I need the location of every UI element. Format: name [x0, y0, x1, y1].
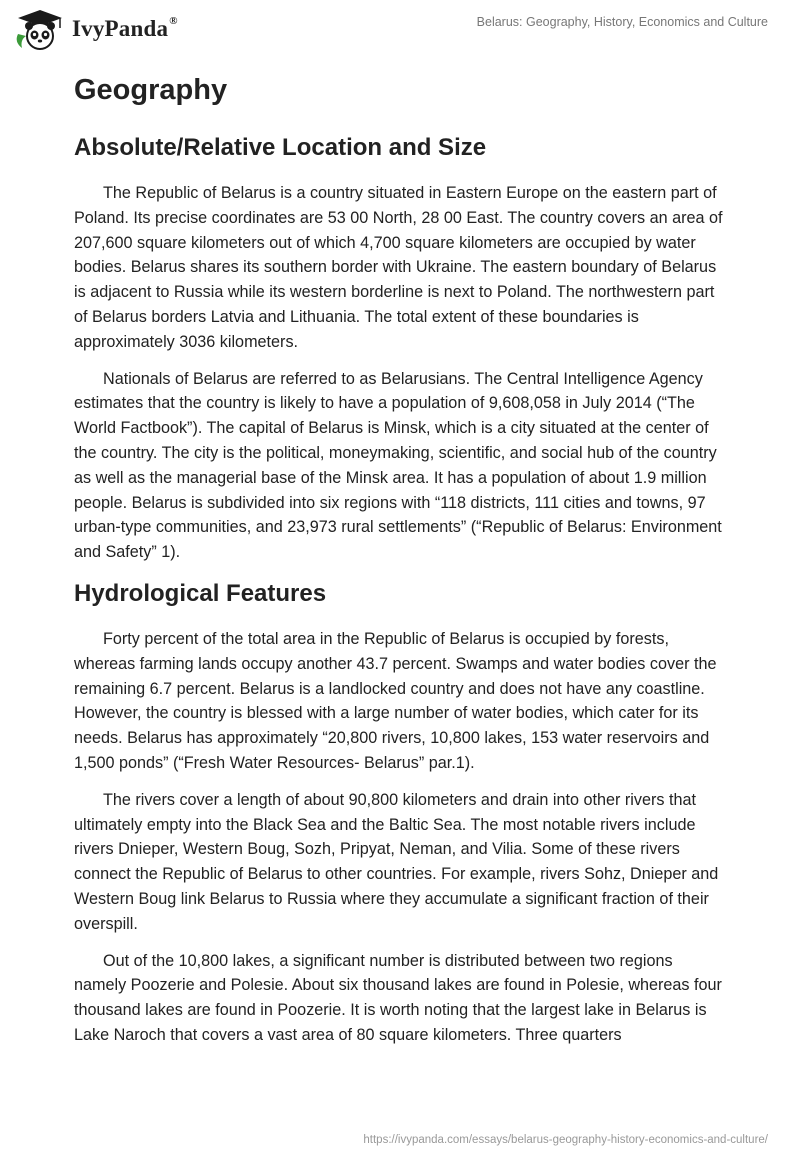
paragraph: The rivers cover a length of about 90,800 kilometers and drain into other rivers that ultimately empty into the Black Sea and the Baltic Sea. The most notable rivers include rivers Dnieper, Western Boug, Sozh, Pripyat, Neman, and Vilia. Some of these rivers connect the Republic of Belarus to other countries. For example, rivers Sohz, Dnieper and Western Boug link Belarus to Russia where they accumulate a significant fraction of their overspill. — [74, 790, 719, 933]
article-body — [74, 72, 724, 1060]
document-title: Belarus: Geography, History, Economics and Culture — [476, 15, 768, 29]
paragraph: The Republic of Belarus is a country situated in Eastern Europe on the eastern part of Poland. Its precise coordinates are 53 00 North, 28 00 East. The country covers an area of 207,600 square kilometers out of which 4,700 square kilometers are occupied by water bodies. Belarus shares its southern border with Ukraine. The eastern boundary of Belarus is adjacent to Russia while its western borderline is next to Poland. The northwestern part of Belarus borders Latvia and Lithuania. The total extent of these boundaries is approximately 3036 kilometers. — [74, 184, 723, 351]
paragraph: Forty percent of the total area in the Republic of Belarus is occupied by forests, whereas farming lands occupy another 43.7 percent. Swamps and water bodies cover the remaining 6.7 percent. Belarus is a landlocked country and does not have any coastline. However, the country is blessed with a large number of water bodies, which cater for its needs. Belarus has approximately “20,800 rivers, 10,800 lakes, 153 water reservoirs and 1,500 ponds” (“Fresh Water Resources- Belarus” par.1). — [74, 629, 717, 772]
logo[interactable] — [14, 8, 178, 50]
page-header — [0, 0, 800, 60]
paragraph: Out of the 10,800 lakes, a significant number is distributed between two regions namely Poozerie and Polesie. About six thousand lakes are found in Polesie, whereas four thousand lakes are found in Poozerie. It is worth noting that the largest lake in Belarus is Lake Naroch that covers a vast area of 80 square kilometers. Three quarters — [74, 951, 722, 1044]
panda-logo-icon — [14, 8, 66, 50]
source-url[interactable]: https://ivypanda.com/essays/belarus-geography-history-economics-and-culture/ — [363, 1134, 768, 1146]
page-title: Geography — [74, 74, 228, 106]
section-heading-location: Absolute/Relative Location and Size — [74, 134, 487, 161]
paragraph: Nationals of Belarus are referred to as Belarusians. The Central Intelligence Agency estimates that the country is likely to have a population of 9,608,058 in July 2014 (“The World Factbook”). The capital of Belarus is Minsk, which is a city situated at the center of the country. The city is the political, moneymaking, scientific, and social hub of the country as well as the managerial base of the Minsk area. It has a population of about 1.9 million people. Belarus is subdivided into six regions with “118 districts, 111 cities and towns, 97 urban-type communities, and 23,973 rural settlements” (“Republic of Belarus: Environment and Safety” 1). — [74, 369, 722, 562]
logo-text: IvyPanda® — [72, 15, 178, 41]
section-heading-hydrology: Hydrological Features — [74, 579, 327, 607]
registered-mark: ® — [169, 15, 178, 28]
